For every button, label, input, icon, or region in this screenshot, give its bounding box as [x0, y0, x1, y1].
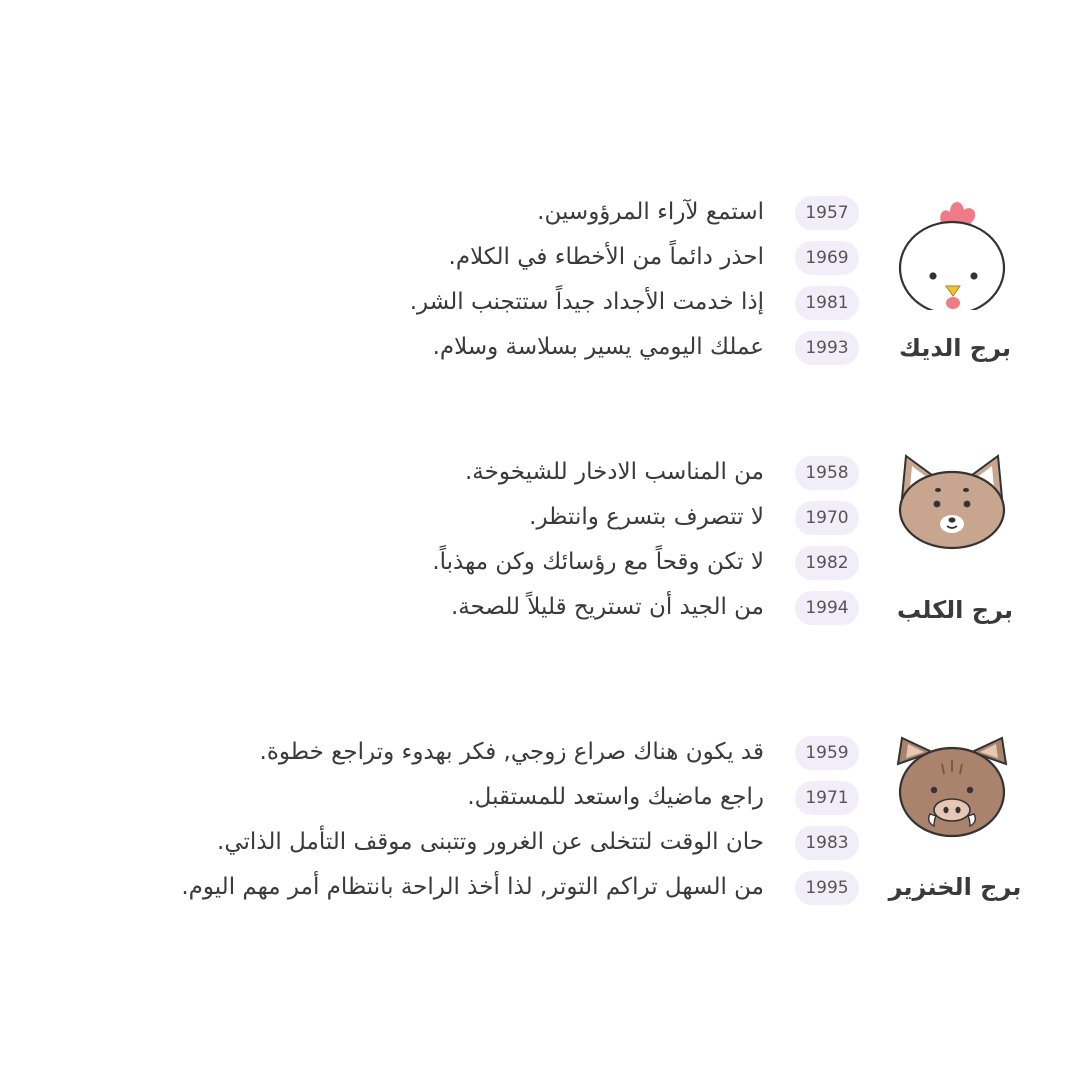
year-badge: 1993 — [795, 331, 859, 365]
year-badge: 1983 — [795, 826, 859, 860]
fortune-row — [0, 736, 1080, 776]
year-badge: 1957 — [795, 196, 859, 230]
fortune-row — [0, 196, 1080, 236]
fortune-row — [0, 546, 1080, 586]
fortune-text: لا تتصرف بتسرع وانتظر. — [529, 504, 764, 530]
year-badge: 1982 — [795, 546, 859, 580]
sign-name-rooster: برج الديك — [898, 334, 1012, 362]
year-badge: 1994 — [795, 591, 859, 625]
fortune-row — [0, 871, 1080, 911]
fortune-text: من السهل تراكم التوتر, لذا أخذ الراحة بانتظام أمر مهم اليوم. — [181, 874, 764, 900]
fortune-row — [0, 286, 1080, 326]
year-badge: 1958 — [795, 456, 859, 490]
sign-name-pig: برج الخنزير — [888, 873, 1022, 901]
fortune-row — [0, 456, 1080, 496]
fortune-row — [0, 781, 1080, 821]
year-badge: 1981 — [795, 286, 859, 320]
fortune-text: قد يكون هناك صراع زوجي, فكر بهدوء وتراجع خطوة. — [259, 739, 764, 765]
fortune-text: من الجيد أن تستريح قليلاً للصحة. — [450, 594, 764, 620]
fortune-text: احذر دائماً من الأخطاء في الكلام. — [448, 244, 764, 270]
fortune-row — [0, 826, 1080, 866]
sign-name-dog: برج الكلب — [897, 596, 1013, 624]
fortune-text: عملك اليومي يسير بسلاسة وسلام. — [432, 334, 764, 360]
fortune-text: استمع لآراء المرؤوسين. — [537, 199, 764, 225]
fortune-text: لا تكن وقحاً مع رؤسائك وكن مهذباً. — [432, 549, 764, 575]
fortune-row — [0, 241, 1080, 281]
year-badge: 1970 — [795, 501, 859, 535]
fortune-row — [0, 331, 1080, 371]
fortune-text: حان الوقت لتتخلى عن الغرور وتتبنى موقف التأمل الذاتي. — [217, 829, 764, 855]
fortune-text: من المناسب الادخار للشيخوخة. — [464, 459, 764, 485]
year-badge: 1969 — [795, 241, 859, 275]
year-badge: 1971 — [795, 781, 859, 815]
year-badge: 1995 — [795, 871, 859, 905]
fortune-row — [0, 591, 1080, 631]
fortune-text: راجع ماضيك واستعد للمستقبل. — [467, 784, 764, 810]
fortune-row — [0, 501, 1080, 541]
year-badge: 1959 — [795, 736, 859, 770]
fortune-text: إذا خدمت الأجداد جيداً ستتجنب الشر. — [409, 289, 764, 315]
